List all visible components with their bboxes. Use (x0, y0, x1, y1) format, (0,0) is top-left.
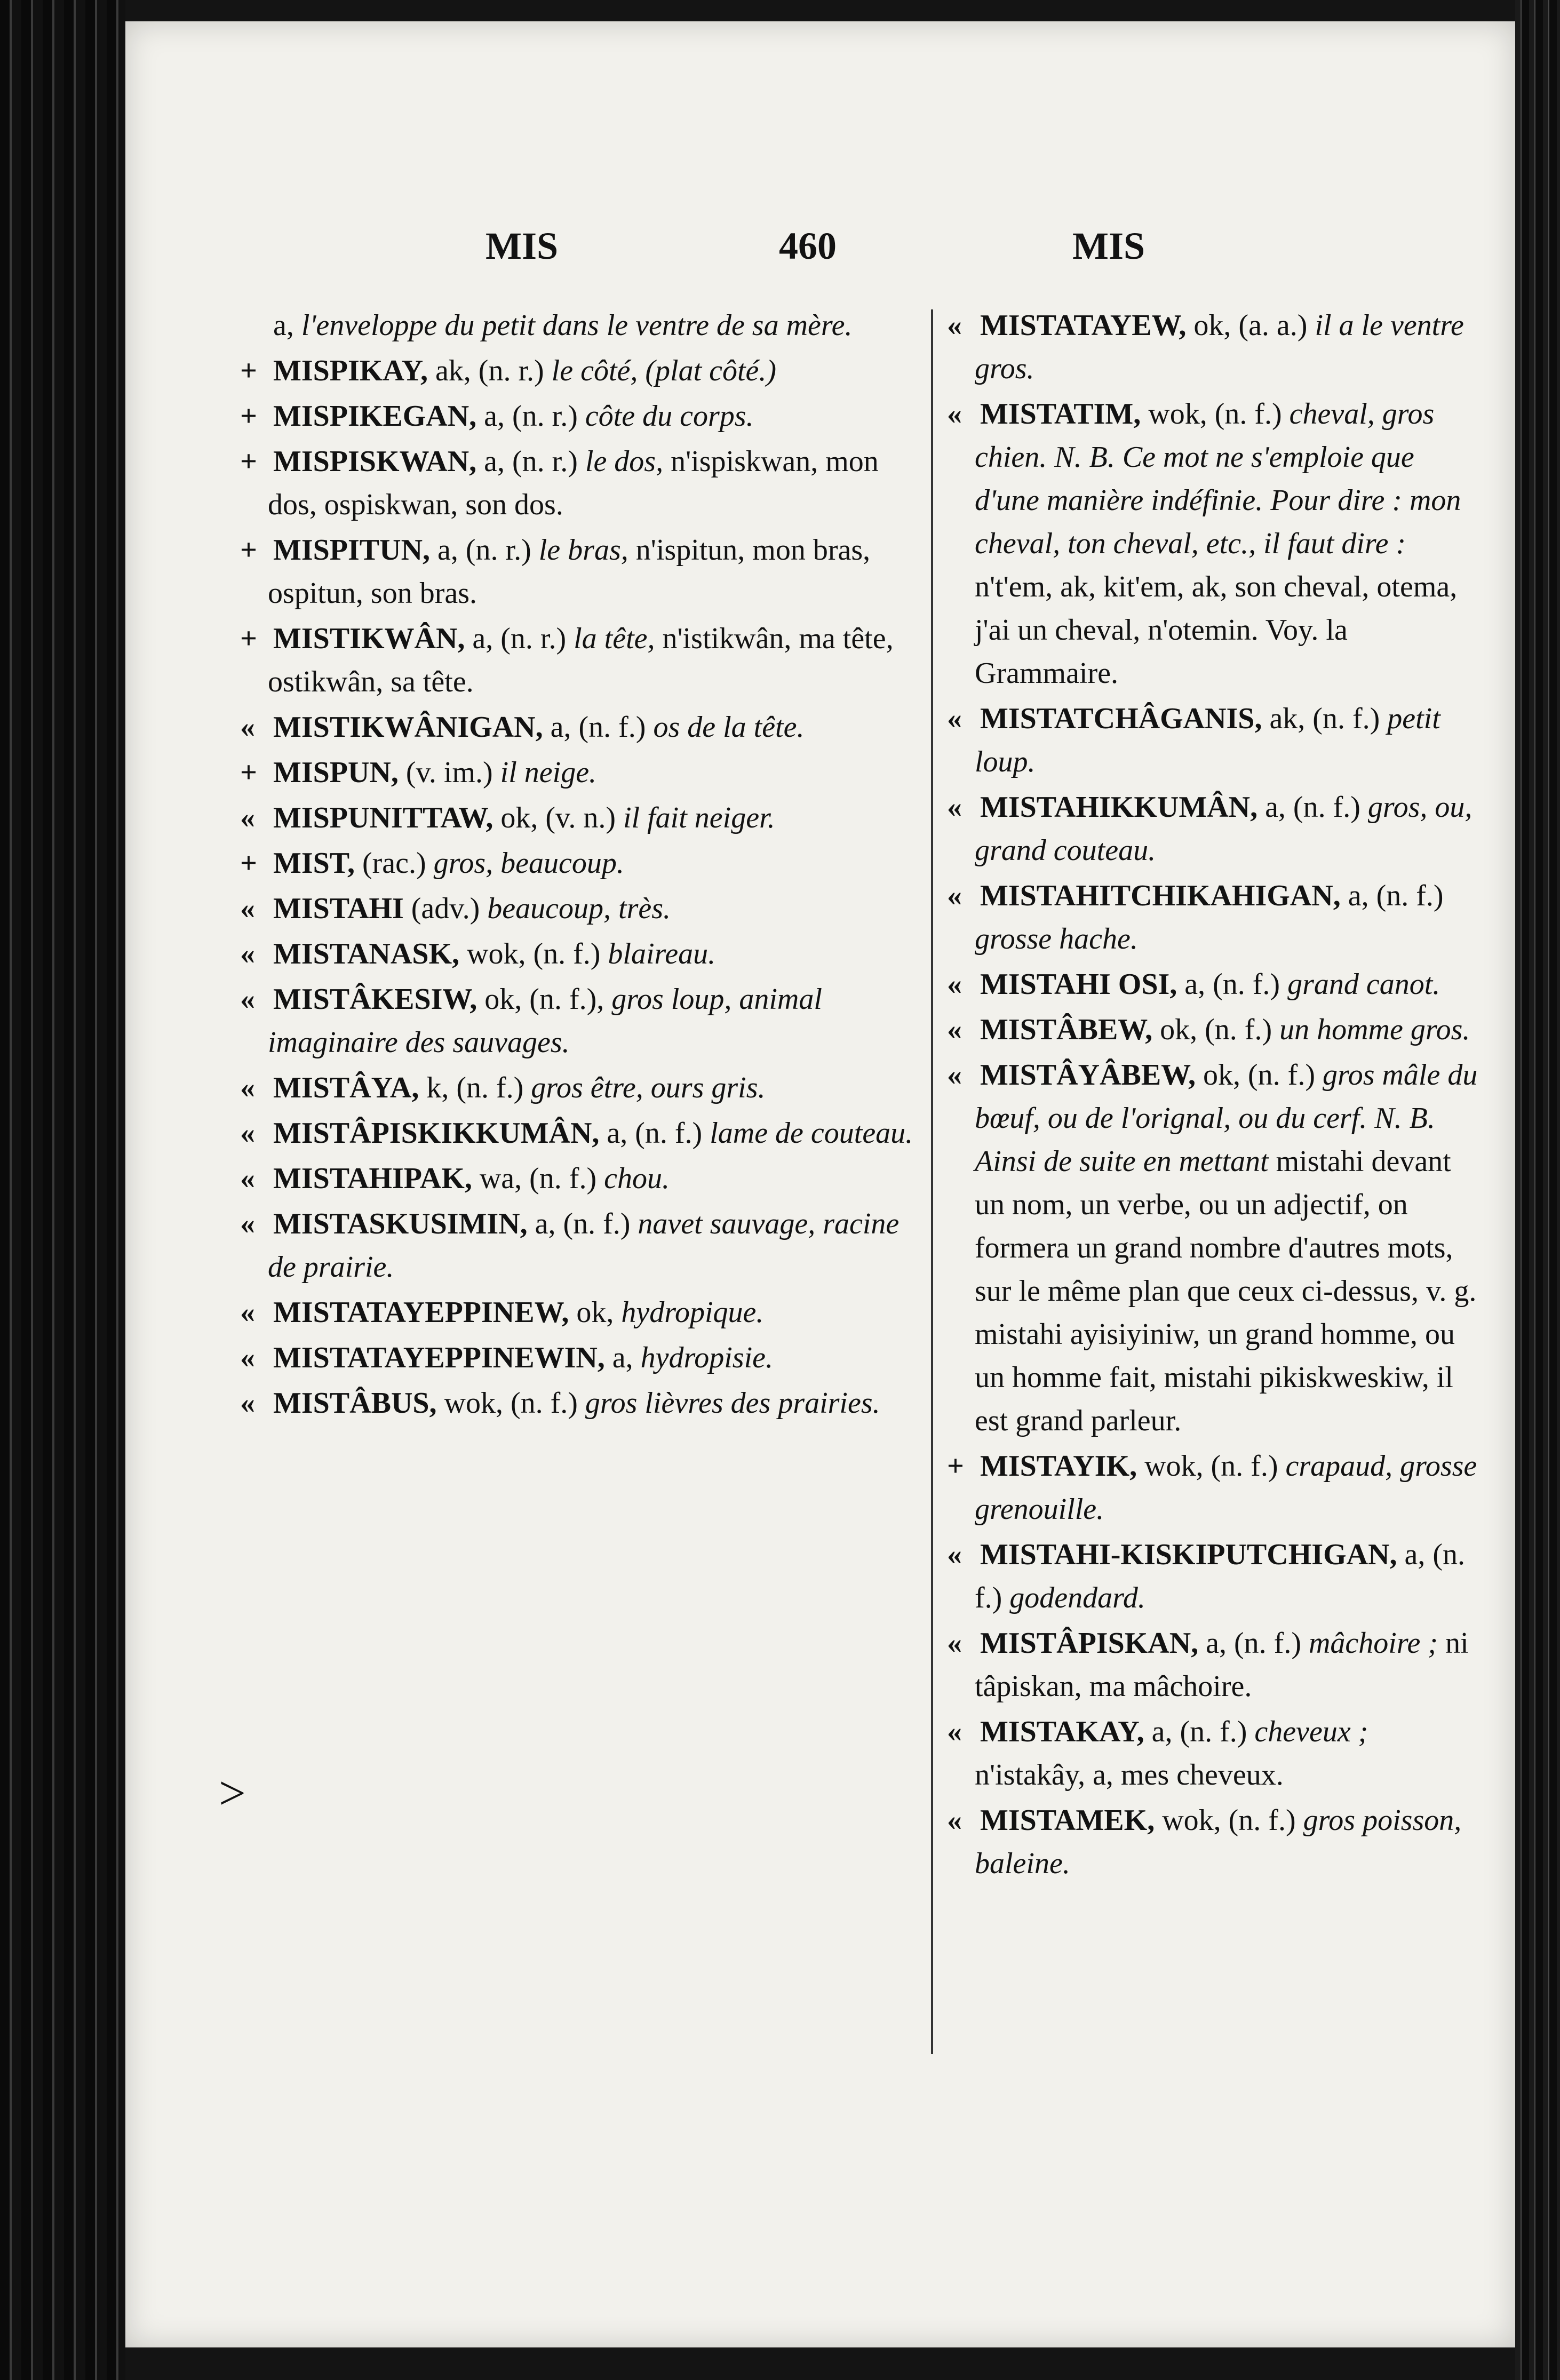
dictionary-entry (240, 1066, 926, 1110)
gloss: petit loup. (975, 702, 1440, 778)
grammar-note: a, (612, 1341, 633, 1374)
grammar-note: a, (n. f.) (1265, 791, 1360, 824)
headword: MISPIKEGAN, (273, 400, 477, 433)
grammar-note: (v. im.) (405, 756, 493, 789)
dictionary-entry (240, 395, 926, 438)
grammar-note: k, (n. f.) (426, 1071, 524, 1104)
headword: MISTASKUSIMIN, (273, 1207, 528, 1240)
gloss: le côté, (plat côté.) (551, 354, 777, 387)
dictionary-entry (947, 1054, 1481, 1443)
entry-marker: « (947, 1627, 962, 1660)
gloss: gros être, ours gris. (531, 1071, 766, 1104)
headword: MISTATAYEPPINEW, (273, 1296, 569, 1329)
grammar-note: a, (n. f.) (607, 1117, 703, 1150)
grammar-note: ok, (v. n.) (500, 801, 616, 834)
dictionary-entry (240, 1157, 926, 1200)
gloss: cheval, gros chien. N. B. Ce mot ne s'emploie que d'une manière indéfinie. Pour dire : mon cheval, ton cheval, etc., il faut dire : (975, 397, 1461, 560)
grammar-note: a, (n. r.) (484, 445, 578, 478)
entry-marker: « (240, 1387, 255, 1420)
grammar-note: ak, (n. f.) (1269, 702, 1380, 735)
entry-continuation: n'ispitun, mon bras, ospitun, son bras. (268, 534, 871, 610)
entry-marker: « (947, 968, 962, 1001)
entry-continuation: n't'em, ak, kit'em, ak, son cheval, otema, j'ai un cheval, n'otemin. Voy. la Grammaire. (975, 570, 1458, 690)
dictionary-entry (240, 304, 926, 347)
headword: MISTIKWÂN, (273, 622, 465, 655)
entry-marker: « (947, 791, 962, 824)
dictionary-entry (947, 1799, 1481, 1885)
entry-marker: « (947, 1715, 962, 1748)
grammar-note: a, (n. f.) (1348, 879, 1444, 912)
dictionary-entry (947, 786, 1481, 872)
headword: MISTAMEK, (980, 1804, 1155, 1837)
gloss: hydropisie. (640, 1341, 773, 1374)
entry-marker: « (240, 1207, 255, 1240)
gloss: blaireau. (608, 937, 716, 970)
headword: MIST, (273, 847, 355, 880)
entry-marker: + (240, 847, 257, 880)
dictionary-entry (240, 1291, 926, 1334)
dictionary-entry (240, 797, 926, 840)
dictionary-entry (240, 751, 926, 794)
headword: MISPUNITTAW, (273, 801, 494, 834)
dictionary-entry (240, 1382, 926, 1425)
dictionary-entry (240, 842, 926, 885)
headword: MISTAYIK, (980, 1450, 1137, 1483)
entry-marker: « (240, 1162, 255, 1195)
dictionary-entry (240, 706, 926, 749)
dictionary-entry (240, 1336, 926, 1380)
dictionary-entry (240, 440, 926, 527)
entry-marker: + (947, 1450, 964, 1483)
headword: MISTAHITCHIKAHIGAN, (980, 879, 1341, 912)
headword: MISTATAYEW, (980, 309, 1187, 342)
headword: MISTIKWÂNIGAN, (273, 711, 543, 744)
grammar-note: wok, (n. f.) (1144, 1450, 1278, 1483)
entry-marker: + (240, 756, 257, 789)
gloss: grosse hache. (975, 922, 1138, 956)
entry-continuation: n'ispiskwan, mon dos, ospiskwan, son dos. (268, 445, 879, 521)
entry-marker: « (240, 892, 255, 925)
gloss: beaucoup, très. (487, 892, 671, 925)
dictionary-entry (240, 1112, 926, 1155)
headword: MISPUN, (273, 756, 399, 789)
grammar-note: a, (n. f.) (1151, 1715, 1247, 1748)
entry-marker: + (240, 445, 257, 478)
running-head-right: MIS (1072, 225, 1145, 267)
grammar-note: a, (n. r.) (437, 534, 531, 567)
headword: MISTAHIPAK, (273, 1162, 472, 1195)
gloss: lame de couteau. (710, 1117, 913, 1150)
entry-marker: « (947, 702, 962, 735)
dictionary-entry (947, 1533, 1481, 1620)
entry-marker: « (947, 1538, 962, 1571)
entry-marker: « (240, 711, 255, 744)
grammar-note: a, (n. f.) (1206, 1627, 1301, 1660)
entry-continuation: n'istakây, a, mes cheveux. (975, 1758, 1284, 1792)
gloss: gros lièvres des prairies. (585, 1387, 880, 1420)
entry-marker: « (240, 937, 255, 970)
grammar-note: wa, (n. f.) (479, 1162, 597, 1195)
grammar-note: ok, (n. f.), (484, 983, 604, 1016)
gloss: godendard. (1009, 1581, 1145, 1614)
headword: MISTATCHÂGANIS, (980, 702, 1262, 735)
entry-marker: « (947, 1013, 962, 1046)
grammar-note: a, (n. f.) (535, 1207, 631, 1240)
headword: MISTÂBUS, (273, 1387, 437, 1420)
gloss: gros loup, animal imaginaire des sauvages. (268, 983, 822, 1059)
dictionary-entry (240, 529, 926, 615)
grammar-note: ak, (n. r.) (435, 354, 544, 387)
gloss: un homme gros. (1279, 1013, 1470, 1046)
gloss: gros, ou, grand couteau. (975, 791, 1473, 867)
entry-marker: « (947, 309, 962, 342)
grammar-note: wok, (n. f.) (467, 937, 601, 970)
gloss: il fait neiger. (623, 801, 775, 834)
headword: MISTÂKESIW, (273, 983, 477, 1016)
gloss: l'enveloppe du petit dans le ventre de sa mère. (301, 309, 853, 342)
grammar-note: ok, (a. a.) (1193, 309, 1308, 342)
dictionary-entry (240, 349, 926, 393)
entry-marker: « (240, 1071, 255, 1104)
headword: MISPISKWAN, (273, 445, 477, 478)
page-header (0, 224, 1560, 283)
entry-marker: + (240, 400, 257, 433)
grammar-note: (rac.) (362, 847, 426, 880)
headword: MISTAHIKKUMÂN, (980, 791, 1258, 824)
headword: MISTATIM, (980, 397, 1141, 431)
dictionary-entry (240, 1203, 926, 1289)
headword: MISPIKAY, (273, 354, 428, 387)
page-number: 460 (779, 225, 837, 267)
entry-marker: « (947, 879, 962, 912)
entry-marker: « (240, 1341, 255, 1374)
gloss: mâchoire ; (1308, 1627, 1438, 1660)
entry-continuation: ni tâpiskan, ma mâchoire. (975, 1627, 1469, 1703)
gloss: navet sauvage, racine de prairie. (268, 1207, 900, 1284)
left-column (240, 304, 926, 1427)
dictionary-entry (240, 933, 926, 976)
dictionary-entry (240, 978, 926, 1064)
grammar-note: ok, (n. f.) (1203, 1058, 1315, 1092)
gloss: le dos, (585, 445, 664, 478)
headword: MISTAHI (273, 892, 404, 925)
grammar-note: a, (n. f.) (1184, 968, 1280, 1001)
entry-marker: « (240, 1296, 255, 1329)
gloss: il neige. (500, 756, 597, 789)
entry-marker: « (947, 397, 962, 431)
grammar-note: a, (273, 309, 294, 342)
gloss: chou. (604, 1162, 670, 1195)
dictionary-entry (947, 697, 1481, 784)
headword: MISTANASK, (273, 937, 460, 970)
margin-mark: > (219, 1767, 246, 1820)
dictionary-entry (947, 393, 1481, 695)
gloss: hydropique. (621, 1296, 764, 1329)
headword: MISTÂYÂBEW, (980, 1058, 1196, 1092)
dictionary-entry (947, 1622, 1481, 1708)
headword: MISTATAYEPPINEWIN, (273, 1341, 605, 1374)
entry-marker: « (947, 1804, 962, 1837)
gloss: la tête, (574, 622, 655, 655)
grammar-note: ok, (576, 1296, 614, 1329)
dictionary-entry (947, 874, 1481, 961)
entry-marker: « (947, 1058, 962, 1092)
gloss: il a le ventre gros. (975, 309, 1464, 385)
running-head-left: MIS (485, 225, 559, 267)
dictionary-entry (240, 617, 926, 704)
grammar-note: wok, (n. f.) (1162, 1804, 1296, 1837)
gloss: le bras, (538, 534, 628, 567)
entry-marker: + (240, 622, 257, 655)
entry-marker: + (240, 354, 257, 387)
grammar-note: a, (n. r.) (472, 622, 567, 655)
headword: MISTÂBEW, (980, 1013, 1153, 1046)
gloss: gros, beaucoup. (433, 847, 624, 880)
book-binding-edge (0, 0, 125, 2380)
gloss: gros mâle du bœuf, ou de l'orignal, ou du cerf. N. B. Ainsi de suite en mettant (975, 1058, 1478, 1178)
grammar-note: (adv.) (411, 892, 480, 925)
headword: MISTÂPISKIKKUMÂN, (273, 1117, 600, 1150)
dictionary-entry (947, 1445, 1481, 1531)
column-divider (931, 309, 933, 2054)
grammar-note: a, (n. f.) (550, 711, 646, 744)
grammar-note: wok, (n. f.) (1148, 397, 1282, 431)
gloss: côte du corps. (585, 400, 754, 433)
page-edge-right (1515, 0, 1560, 2380)
headword: MISTAKAY, (980, 1715, 1144, 1748)
headword: MISTÂYA, (273, 1071, 419, 1104)
dictionary-entry (947, 1008, 1481, 1052)
gloss: gros poisson, baleine. (975, 1804, 1462, 1880)
grammar-note: ok, (n. f.) (1160, 1013, 1272, 1046)
entry-marker: « (240, 1117, 255, 1150)
headword: MISPITUN, (273, 534, 431, 567)
headword: MISTÂPISKAN, (980, 1627, 1199, 1660)
entry-continuation: mistahi devant un nom, un verbe, ou un adjectif, on formera un grand nombre d'autres mots, sur le même plan que ceux ci-dessus, v. g. mistahi ayisiyiniw, un grand homme, ou un homme fait, mistahi pikiskweskiw, il est grand parleur. (975, 1145, 1477, 1437)
right-column (947, 304, 1481, 1888)
gloss: grand canot. (1287, 968, 1440, 1001)
dictionary-entry (947, 304, 1481, 391)
gloss: crapaud, grosse grenouille. (975, 1450, 1477, 1526)
entry-continuation: n'istikwân, ma tête, ostikwân, sa tête. (268, 622, 894, 698)
entry-marker: + (240, 534, 257, 567)
grammar-note: a, (n. f.) (975, 1538, 1466, 1614)
entry-marker: « (240, 801, 255, 834)
dictionary-entry (947, 1710, 1481, 1797)
grammar-note: wok, (n. f.) (444, 1387, 578, 1420)
gloss: os de la tête. (653, 711, 805, 744)
dictionary-entry (947, 963, 1481, 1006)
dictionary-entry (240, 887, 926, 930)
entry-marker: « (240, 983, 255, 1016)
grammar-note: a, (n. r.) (484, 400, 578, 433)
headword: MISTAHI OSI, (980, 968, 1177, 1001)
gloss: cheveux ; (1254, 1715, 1368, 1748)
headword: MISTAHI-KISKIPUTCHIGAN, (980, 1538, 1397, 1571)
